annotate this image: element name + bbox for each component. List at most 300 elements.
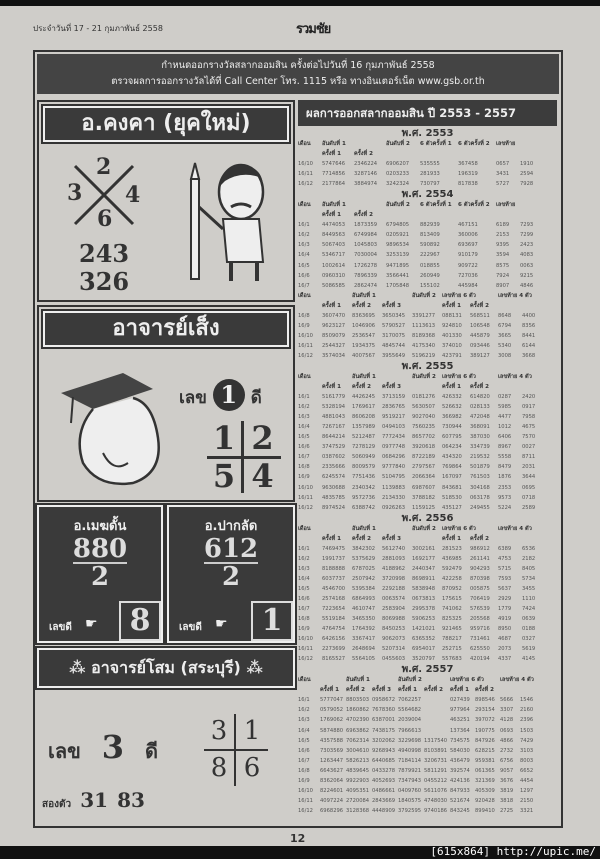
number-cell: 1002614 — [322, 262, 346, 269]
number-cell: 693697 — [458, 242, 478, 249]
table-row — [298, 503, 557, 513]
number-cell: 061365 — [475, 767, 495, 774]
number-cell: 3566441 — [386, 272, 410, 279]
number-cell: 137364 — [450, 727, 470, 734]
number-cell: 0486661 — [372, 787, 396, 794]
column-header — [496, 149, 520, 159]
number-cell: 6189 — [496, 222, 510, 229]
number-cell: 2583904 — [382, 606, 406, 613]
number-cell: 825325 — [442, 616, 462, 623]
number-cell: 027439 — [450, 697, 470, 704]
number-cell: 3307 — [500, 707, 514, 714]
month-cell: 16/5 — [298, 262, 310, 269]
number-cell: 360006 — [458, 232, 478, 239]
number-cell: 8224601 — [320, 787, 344, 794]
column-header: ครั้งที่ 2 — [475, 687, 495, 694]
number-cell: 1991737 — [322, 555, 346, 562]
number-cell: 0287 — [498, 394, 512, 401]
column-header: ครั้งที่ 2 — [352, 384, 372, 391]
number-cell: 0718 — [522, 494, 536, 501]
number-cell: 2073 — [498, 646, 512, 653]
column-header — [498, 534, 522, 544]
number-cell: 3668 — [522, 352, 536, 359]
column-header: ครั้งที่ 1 — [322, 384, 342, 391]
number-cell: 847926 — [475, 737, 495, 744]
mekdan-digit: 8 — [119, 601, 161, 641]
number-cell: 4846 — [520, 282, 534, 289]
month-cell: 16/10 — [298, 787, 313, 794]
column-header: ครั้งที่ 2 — [352, 535, 372, 542]
number-cell: 7062314 — [346, 737, 370, 744]
number-cell: 590892 — [420, 242, 440, 249]
number-cell: 5790527 — [382, 322, 406, 329]
column-header — [520, 685, 540, 695]
number-cell: 9395 — [496, 242, 510, 249]
number-cell: 5340 — [498, 342, 512, 349]
column-header — [420, 210, 458, 220]
number-cell: 3676 — [500, 777, 514, 784]
number-cell: 374010 — [442, 342, 462, 349]
number-cell: 568511 — [470, 312, 490, 319]
number-cell: 2160 — [520, 707, 534, 714]
number-cell: 8009579 — [352, 464, 376, 471]
month-cell: 16/5 — [298, 434, 310, 441]
number-cell: 088131 — [442, 312, 462, 319]
month-cell: 16/11 — [298, 797, 313, 804]
column-header — [354, 139, 386, 149]
number-cell: 8363695 — [352, 312, 376, 319]
column-header — [412, 382, 442, 392]
column-header — [372, 675, 398, 685]
column-header: อันดับที่ 2 — [412, 525, 436, 532]
number-cell: 7424 — [522, 606, 536, 613]
number-cell: 518530 — [442, 494, 462, 501]
number-cell: 5838948 — [412, 585, 436, 592]
number-cell: 1705848 — [386, 282, 410, 289]
column-header — [458, 149, 496, 159]
column-header: เลขท้าย 6 ตัว — [442, 525, 476, 532]
number-cell: 2346224 — [354, 161, 378, 168]
number-cell: 1769617 — [352, 404, 376, 411]
number-cell — [424, 726, 450, 736]
number-cell: 592479 — [442, 565, 462, 572]
number-cell: 741062 — [442, 606, 462, 613]
table-row — [298, 796, 557, 806]
number-cell: 3004610 — [346, 747, 370, 754]
number-cell: 734575 — [450, 737, 470, 744]
number-cell: 1910 — [520, 161, 534, 168]
number-cell: 2134330 — [382, 494, 406, 501]
number-cell: 4426245 — [352, 394, 376, 401]
number-cell: 7469475 — [322, 545, 346, 552]
column-header: เลขท้าย — [496, 141, 516, 147]
som-q2: 1 — [236, 714, 268, 751]
number-cell: 4845744 — [382, 342, 406, 349]
number-cell: 3202062 — [372, 737, 396, 744]
number-cell: 501879 — [470, 464, 490, 471]
number-cell: 6536 — [522, 545, 536, 552]
number-cell: 0455212 — [424, 777, 448, 784]
number-cell: 4052693 — [372, 777, 396, 784]
year-heading: พ.ศ. 2553 — [401, 128, 454, 139]
number-cell: 7303569 — [320, 747, 344, 754]
column-header — [522, 291, 546, 301]
column-header: ครั้งที่ 3 — [382, 302, 402, 309]
number-cell: 8362064 — [320, 777, 344, 784]
number-cell: 0455603 — [382, 656, 406, 663]
table-row — [298, 250, 557, 260]
column-header — [412, 301, 442, 311]
number-cell: 8698911 — [412, 575, 436, 582]
column-header — [520, 149, 544, 159]
number-cell: 367458 — [458, 161, 478, 168]
table-row — [298, 554, 557, 564]
table-row — [298, 654, 557, 664]
table-row — [298, 624, 557, 634]
column-header — [458, 210, 496, 220]
number-cell: 8165527 — [322, 656, 346, 663]
som-two-digit — [42, 788, 145, 812]
number-cell: 1045803 — [354, 242, 378, 249]
sparkle-icon: ⁂ — [246, 658, 263, 677]
cartoon-man-with-pencil-icon — [179, 157, 279, 287]
number-cell: 2843669 — [372, 797, 396, 804]
number-cell — [424, 705, 450, 715]
number-cell: 2440347 — [412, 565, 436, 572]
table-row — [298, 705, 557, 715]
number-cell: 155102 — [420, 282, 440, 289]
number-cell: 9573 — [498, 494, 512, 501]
number-cell: 9896534 — [386, 242, 410, 249]
table-row — [298, 544, 557, 554]
number-cell: 7751436 — [352, 474, 376, 481]
number-cell: 7772434 — [382, 434, 406, 441]
column-header: อันดับที่ 1 — [346, 677, 370, 684]
number-cell: 3520797 — [412, 656, 436, 663]
cross-diagram — [67, 154, 141, 232]
number-cell: 0917 — [522, 404, 536, 411]
month-cell: 16/2 — [298, 707, 310, 714]
month-cell: 16/1 — [298, 222, 310, 229]
number-cell: 5777047 — [320, 697, 344, 704]
column-header — [498, 301, 522, 311]
month-cell: 16/7 — [298, 606, 310, 613]
number-cell: 8003 — [520, 757, 534, 764]
year-heading: พ.ศ. 2555 — [401, 360, 454, 372]
seng-q1: 1 — [207, 421, 244, 459]
number-cell: 3206731 — [424, 757, 448, 764]
mekdan-lekdee: เลขดี — [49, 622, 72, 633]
number-cell: 1297 — [520, 787, 534, 794]
column-header: เลขท้าย 6 ตัว — [442, 373, 476, 380]
number-cell: 4128 — [500, 717, 514, 724]
number-cell: 6406 — [498, 434, 512, 441]
column-header: ครั้งที่ 2 — [346, 687, 366, 694]
number-cell: 7879921 — [398, 767, 422, 774]
month-cell: 16/7 — [298, 454, 310, 461]
column-header — [420, 149, 458, 159]
month-cell: 16/10 — [298, 636, 313, 643]
column-header: ครั้งที่ 2 — [354, 212, 374, 219]
month-cell: 16/6 — [298, 747, 310, 754]
number-cell: 6787025 — [352, 565, 376, 572]
table-header-row — [298, 675, 557, 685]
cross-bottom: 6 — [97, 206, 113, 232]
table-header-row — [298, 534, 557, 544]
column-header — [298, 149, 322, 159]
column-header — [298, 210, 322, 220]
graduate-cartoon-icon — [53, 363, 173, 493]
number-cell: 4188962 — [382, 565, 406, 572]
number-cell: 7347943 — [398, 777, 422, 784]
number-cell: 0657 — [496, 161, 510, 168]
paklat-title: อ.ปากลัด — [204, 519, 258, 534]
column-header — [520, 210, 544, 220]
mekdan-fraction — [39, 536, 161, 590]
number-cell: 3391277 — [412, 312, 436, 319]
column-header — [522, 301, 546, 311]
som-quad — [204, 714, 268, 786]
number-cell: 5328194 — [322, 404, 346, 411]
month-cell: 16/4 — [298, 252, 310, 259]
kongka-number-1: 243 — [79, 239, 130, 268]
banner-line-1: กำหนดออกรางวัลสลากออมสิน ครั้งต่อไปวันที่ 16 กุมภาพันธ์ 2558 — [161, 60, 435, 71]
table-header-row — [298, 149, 557, 159]
number-cell: 4687 — [498, 636, 512, 643]
banner-line-2: ตรวจผลการออกรางวัลได้ที่ Call Center โทร. 1115 หรือ ทางอินเตอร์เน็ต www.gsb.or.th — [111, 76, 485, 87]
number-cell: 5086585 — [322, 282, 346, 289]
number-cell: 1779 — [498, 606, 512, 613]
month-cell: 16/6 — [298, 272, 310, 279]
number-cell: 2732 — [500, 747, 514, 754]
number-cell: 1263447 — [320, 757, 344, 764]
month-cell: 16/8 — [298, 464, 310, 471]
som-two-1: 31 — [80, 788, 109, 812]
number-cell: 5067403 — [322, 242, 346, 249]
number-cell: 1113613 — [412, 322, 436, 329]
number-cell: 3008 — [498, 352, 512, 359]
number-cell: 0579052 — [320, 707, 344, 714]
column-header: 6 ตัวครั้งที่ 2 — [458, 141, 490, 147]
number-cell: 4400 — [522, 312, 536, 319]
number-cell: 0639 — [522, 616, 536, 623]
number-cell: 249455 — [470, 504, 490, 511]
som-q1: 3 — [204, 714, 236, 751]
number-cell: 977964 — [450, 707, 470, 714]
som-dee-label: ดี — [144, 739, 158, 763]
column-header: 6 ตัวครั้งที่ 2 — [458, 202, 490, 209]
number-cell: 8069988 — [382, 616, 406, 623]
number-cell: 167097 — [442, 474, 462, 481]
number-cell: 5611076 — [424, 787, 448, 794]
table-row — [298, 351, 557, 361]
number-cell: 909722 — [458, 262, 478, 269]
column-header: ครั้งที่ 2 — [470, 302, 490, 309]
number-cell: 5207314 — [382, 646, 406, 653]
number-cell: 436479 — [450, 757, 470, 764]
number-cell: 093446 — [470, 342, 490, 349]
column-header: อันดับที่ 1 — [322, 141, 346, 147]
table-row — [298, 169, 557, 179]
number-cell: 434320 — [442, 454, 462, 461]
number-cell: 0205921 — [386, 232, 410, 239]
number-cell: 8907 — [496, 282, 510, 289]
column-header — [424, 675, 450, 685]
table-row — [298, 695, 557, 705]
column-header — [382, 372, 412, 382]
number-cell: 843245 — [450, 807, 470, 814]
number-cell: 4357588 — [320, 737, 344, 744]
number-cell: 2574168 — [322, 595, 346, 602]
mekdan-box — [37, 505, 163, 643]
number-cell: 5630507 — [412, 404, 436, 411]
som-title-bar — [37, 648, 295, 688]
number-cell: 5666 — [500, 697, 514, 704]
number-cell: 6864993 — [352, 595, 376, 602]
column-header: อันดับที่ 2 — [398, 677, 422, 684]
column-header — [298, 534, 322, 544]
number-cell: 4337 — [498, 656, 512, 663]
number-cell: 3253139 — [386, 252, 410, 259]
table-row — [298, 271, 557, 281]
number-cell: 2423 — [520, 242, 534, 249]
number-cell: 7293 — [520, 222, 534, 229]
number-cell: 5564682 — [398, 707, 422, 714]
table-row — [298, 483, 557, 493]
column-header: เดือน — [298, 202, 311, 209]
number-cell: 2725 — [500, 807, 514, 814]
column-header: 6 ตัวครั้งที่ 1 — [420, 202, 452, 209]
number-cell: 2066364 — [412, 474, 436, 481]
number-cell: 3788182 — [412, 494, 436, 501]
number-cell: 8606208 — [352, 414, 376, 421]
som-title: อาจารย์โสม (สระบุรี) — [91, 658, 241, 677]
table-header-row — [298, 382, 557, 392]
table-row — [298, 422, 557, 432]
number-cell: 761503 — [470, 474, 490, 481]
number-cell: 788217 — [442, 636, 462, 643]
table-row — [298, 746, 557, 756]
column-header — [520, 139, 544, 149]
number-cell: 196319 — [458, 171, 478, 178]
column-header: เดือน — [298, 292, 311, 299]
number-cell: 1769062 — [320, 717, 344, 724]
number-cell: 472048 — [470, 414, 490, 421]
number-cell: 2031 — [522, 464, 536, 471]
table-row — [298, 614, 557, 624]
column-header: ครั้งที่ 1 — [322, 302, 342, 309]
column-header: ครั้งที่ 2 — [470, 535, 490, 542]
number-cell: 7223654 — [322, 606, 346, 613]
number-cell: 6954017 — [412, 646, 436, 653]
number-cell: 4748030 — [424, 797, 448, 804]
mekdan-denominator: 2 — [90, 562, 110, 592]
column-header: อันดับที่ 2 — [412, 373, 436, 380]
number-cell: 2039004 — [398, 717, 422, 724]
number-cell: 3713159 — [382, 394, 406, 401]
table-row — [298, 756, 557, 766]
number-cell: 4866 — [500, 737, 514, 744]
number-cell: 7299 — [520, 232, 534, 239]
table-row — [298, 392, 557, 402]
column-header: เลขท้าย 4 ตัว — [498, 292, 532, 299]
number-cell: 2177864 — [322, 181, 346, 188]
number-cell: 769864 — [442, 464, 462, 471]
column-header: ครั้งที่ 2 — [470, 384, 490, 391]
number-cell: 392574 — [450, 767, 470, 774]
column-header: เลขท้าย 4 ตัว — [500, 677, 534, 684]
number-cell: 7570 — [522, 434, 536, 441]
table-row — [298, 726, 557, 736]
number-cell: 4095351 — [346, 787, 370, 794]
table-row — [298, 604, 557, 614]
som-two-label: สองตัว — [42, 799, 72, 810]
number-cell: 4881043 — [322, 414, 346, 421]
number-cell: 260949 — [420, 272, 440, 279]
number-cell: 910179 — [458, 252, 478, 259]
column-header: ครั้งที่ 1 — [320, 687, 340, 694]
number-cell: 2182 — [522, 555, 536, 562]
column-header — [382, 291, 412, 301]
table-row — [298, 452, 557, 462]
number-cell: 8648 — [498, 312, 512, 319]
number-cell: 4007567 — [352, 352, 376, 359]
number-cell: 7062257 — [398, 697, 422, 704]
number-cell: 7966613 — [398, 727, 422, 734]
number-cell: 6389 — [498, 545, 512, 552]
column-header: ครั้งที่ 2 — [424, 687, 444, 694]
number-cell: 2881093 — [382, 555, 406, 562]
seng-box — [37, 305, 295, 502]
number-cell: 281523 — [442, 545, 462, 552]
number-cell: 904293 — [470, 565, 490, 572]
number-cell: 9268943 — [372, 747, 396, 754]
number-cell: 1012 — [498, 424, 512, 431]
number-cell: 6756 — [500, 757, 514, 764]
number-cell: 4675 — [522, 424, 536, 431]
number-cell: 921465 — [442, 626, 462, 633]
number-cell: 8575 — [496, 262, 510, 269]
seng-q4: 4 — [251, 456, 274, 495]
number-cell: 5734 — [522, 575, 536, 582]
month-cell: 16/7 — [298, 757, 310, 764]
number-cell: 1840575 — [398, 797, 422, 804]
table-row — [298, 462, 557, 472]
month-cell: 16/9 — [298, 474, 310, 481]
number-cell: 7429 — [520, 737, 534, 744]
number-cell: 7278129 — [352, 444, 376, 451]
number-cell: 8967 — [498, 444, 512, 451]
month-cell: 16/1 — [298, 394, 310, 401]
number-cell: 3920618 — [412, 444, 436, 451]
table-row — [298, 281, 557, 291]
number-cell: 423791 — [442, 352, 462, 359]
number-cell: 5161779 — [322, 394, 346, 401]
table-row — [298, 472, 557, 482]
number-cell: 706419 — [470, 595, 490, 602]
number-cell: 614820 — [470, 394, 490, 401]
table-row — [298, 584, 557, 594]
number-cell: 899410 — [475, 807, 495, 814]
number-cell: 1357989 — [352, 424, 376, 431]
number-cell: 2273699 — [322, 646, 346, 653]
month-cell: 16/1 — [298, 545, 310, 552]
number-cell: 730944 — [442, 424, 462, 431]
number-cell: 005875 — [470, 585, 490, 592]
number-cell: 8449563 — [322, 232, 346, 239]
number-cell: 1046906 — [352, 322, 376, 329]
pointing-hand-icon: ☛ — [85, 616, 98, 632]
